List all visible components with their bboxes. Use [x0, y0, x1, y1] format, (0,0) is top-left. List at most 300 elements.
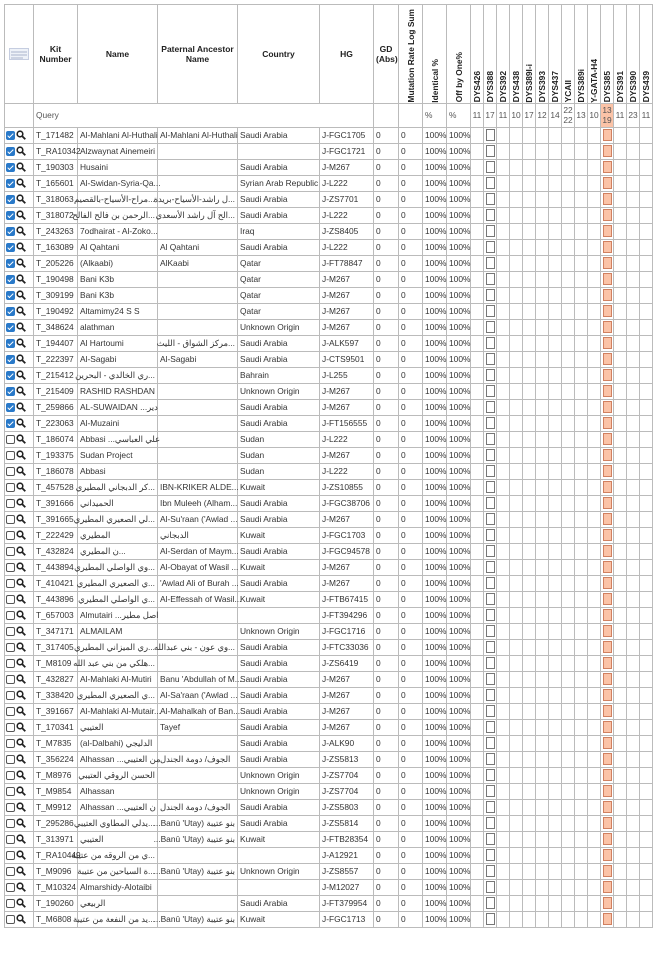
- header-marker[interactable]: DYS392: [497, 5, 510, 104]
- search-icon[interactable]: [16, 610, 26, 620]
- match-name: ...ي الواصلي المطيري: [78, 591, 158, 607]
- kit-number[interactable]: T_163089: [34, 239, 78, 255]
- kit-number[interactable]: T_M9912: [34, 799, 78, 815]
- marker-cell: [484, 575, 497, 591]
- header-marker[interactable]: DYS439: [640, 5, 653, 104]
- marker-cell: [471, 527, 484, 543]
- marker-cell: [601, 671, 614, 687]
- search-icon[interactable]: [16, 882, 26, 892]
- search-icon[interactable]: [16, 706, 26, 716]
- kit-number[interactable]: T_171482: [34, 127, 78, 143]
- row-select-checkbox[interactable]: [6, 867, 15, 876]
- search-icon[interactable]: [16, 386, 26, 396]
- match-name: ...ي الصعيري المطيري: [78, 687, 158, 703]
- search-icon[interactable]: [16, 258, 26, 268]
- kit-number[interactable]: T_223063: [34, 415, 78, 431]
- search-icon[interactable]: [16, 594, 26, 604]
- row-select-checkbox[interactable]: [6, 787, 15, 796]
- kit-number[interactable]: T_M9854: [34, 783, 78, 799]
- kit-number[interactable]: T_M8109: [34, 655, 78, 671]
- table-row[interactable]: [5, 559, 653, 575]
- table-row[interactable]: [5, 783, 653, 799]
- marker-cell: [510, 255, 523, 271]
- identical-percent: 100%: [423, 607, 447, 623]
- table-row[interactable]: [5, 383, 653, 399]
- search-icon[interactable]: [16, 722, 26, 732]
- marker-cell: [549, 431, 562, 447]
- row-select-checkbox[interactable]: [6, 707, 15, 716]
- table-row[interactable]: [5, 799, 653, 815]
- header-marker[interactable]: YCAII: [562, 5, 575, 104]
- header-marker[interactable]: DYS426: [471, 5, 484, 104]
- kit-number[interactable]: T_309199: [34, 287, 78, 303]
- marker-match-box: [603, 337, 612, 349]
- search-icon[interactable]: [16, 898, 26, 908]
- kit-number[interactable]: T_295286: [34, 815, 78, 831]
- row-select-checkbox[interactable]: [6, 435, 15, 444]
- table-row[interactable]: [5, 719, 653, 735]
- row-select-checkbox[interactable]: [6, 147, 15, 156]
- kit-number[interactable]: T_338420: [34, 687, 78, 703]
- kit-number[interactable]: T_222397: [34, 351, 78, 367]
- row-select-checkbox[interactable]: [6, 819, 15, 828]
- search-icon[interactable]: [16, 562, 26, 572]
- match-name: Alhassan: [78, 783, 158, 799]
- match-name: ...يد من النفعة من عتيبة: [78, 911, 158, 927]
- row-select-checkbox[interactable]: [6, 883, 15, 892]
- row-select-checkbox[interactable]: [6, 131, 15, 140]
- header-mutation-rate[interactable]: Mutation Rate Log Sum: [399, 5, 423, 104]
- kit-number[interactable]: T_RA10342: [34, 143, 78, 159]
- header-gd[interactable]: GD (Abs): [374, 5, 399, 104]
- table-row[interactable]: [5, 399, 653, 415]
- row-select-checkbox[interactable]: [6, 291, 15, 300]
- identical-percent: 100%: [423, 559, 447, 575]
- match-name: ...لي الصعيري المطيري: [78, 511, 158, 527]
- row-select-checkbox[interactable]: [6, 835, 15, 844]
- header-marker[interactable]: DYS393: [536, 5, 549, 104]
- match-name: Abbasi ...علي العباسي: [78, 431, 158, 447]
- marker-cell: [640, 799, 653, 815]
- header-marker[interactable]: DYS437: [549, 5, 562, 104]
- kit-number[interactable]: T_443896: [34, 591, 78, 607]
- marker-cell: [640, 559, 653, 575]
- row-select-checkbox[interactable]: [6, 659, 15, 668]
- kit-number[interactable]: T_222429: [34, 527, 78, 543]
- marker-cell: [523, 447, 536, 463]
- table-row[interactable]: [5, 479, 653, 495]
- table-row[interactable]: [5, 143, 653, 159]
- marker-cell: [484, 543, 497, 559]
- marker-cell: [575, 703, 588, 719]
- marker-cell: [601, 351, 614, 367]
- search-icon[interactable]: [16, 850, 26, 860]
- kit-number[interactable]: T_194407: [34, 335, 78, 351]
- kit-number[interactable]: T_391665: [34, 511, 78, 527]
- search-icon[interactable]: [16, 354, 26, 364]
- paternal-ancestor: [158, 767, 238, 783]
- marker-match-box: [486, 769, 495, 781]
- marker-cell: [601, 495, 614, 511]
- search-icon[interactable]: [16, 546, 26, 556]
- table-row[interactable]: [5, 447, 653, 463]
- haplogroup: J-M267: [320, 703, 374, 719]
- table-row[interactable]: [5, 735, 653, 751]
- search-icon[interactable]: [16, 290, 26, 300]
- search-icon[interactable]: [16, 530, 26, 540]
- search-icon[interactable]: [16, 178, 26, 188]
- row-select-checkbox[interactable]: [6, 323, 15, 332]
- marker-cell: [497, 607, 510, 623]
- table-row[interactable]: [5, 607, 653, 623]
- table-row[interactable]: [5, 287, 653, 303]
- table-row[interactable]: [5, 463, 653, 479]
- header-marker[interactable]: DYS389i: [575, 5, 588, 104]
- header-paternal-ancestor[interactable]: Paternal Ancestor Name: [158, 5, 238, 104]
- search-icon[interactable]: [16, 466, 26, 476]
- table-row[interactable]: [5, 767, 653, 783]
- search-icon[interactable]: [16, 162, 26, 172]
- marker-match-box: [486, 897, 495, 909]
- marker-cell: [575, 191, 588, 207]
- kit-number[interactable]: T_RA10449: [34, 847, 78, 863]
- table-row[interactable]: [5, 911, 653, 927]
- table-row[interactable]: [5, 639, 653, 655]
- row-select-checkbox[interactable]: [6, 403, 15, 412]
- marker-cell: [536, 543, 549, 559]
- kit-number[interactable]: T_348624: [34, 319, 78, 335]
- marker-cell: [562, 767, 575, 783]
- mutation-rate: 0: [399, 671, 423, 687]
- marker-match-box: [486, 305, 495, 317]
- paternal-ancestor: بنو عتيبة (Banū 'Utay...: [158, 815, 238, 831]
- search-icon[interactable]: [16, 658, 26, 668]
- kit-number[interactable]: T_165601: [34, 175, 78, 191]
- kit-number[interactable]: T_457528: [34, 479, 78, 495]
- search-icon[interactable]: [16, 130, 26, 140]
- table-row[interactable]: [5, 511, 653, 527]
- marker-cell: [471, 223, 484, 239]
- row-select-checkbox[interactable]: [6, 643, 15, 652]
- search-icon[interactable]: [16, 418, 26, 428]
- kit-number[interactable]: T_410421: [34, 575, 78, 591]
- search-icon[interactable]: [16, 514, 26, 524]
- marker-match-box: [486, 625, 495, 637]
- search-icon[interactable]: [16, 914, 26, 924]
- row-select-checkbox[interactable]: [6, 499, 15, 508]
- search-icon[interactable]: [16, 450, 26, 460]
- row-select-checkbox[interactable]: [6, 387, 15, 396]
- kit-number[interactable]: T_657003: [34, 607, 78, 623]
- kit-number[interactable]: T_215412: [34, 367, 78, 383]
- kit-number[interactable]: T_347171: [34, 623, 78, 639]
- marker-cell: [523, 287, 536, 303]
- header-off-by-one[interactable]: Off by One%: [447, 5, 471, 104]
- search-icon[interactable]: [16, 690, 26, 700]
- header-hg[interactable]: HG: [320, 5, 374, 104]
- search-icon[interactable]: [16, 674, 26, 684]
- country: Syrian Arab Republic: [238, 175, 320, 191]
- kit-number[interactable]: T_318063: [34, 191, 78, 207]
- header-name[interactable]: Name: [78, 5, 158, 104]
- search-icon[interactable]: [16, 818, 26, 828]
- table-row[interactable]: [5, 655, 653, 671]
- header-marker[interactable]: DYS391: [614, 5, 627, 104]
- row-select-checkbox[interactable]: [6, 467, 15, 476]
- search-icon[interactable]: [16, 274, 26, 284]
- marker-cell: [471, 271, 484, 287]
- table-row[interactable]: [5, 223, 653, 239]
- off-by-one-percent: 100%: [447, 287, 471, 303]
- row-actions: [5, 159, 34, 175]
- mutation-rate: 0: [399, 367, 423, 383]
- table-row[interactable]: [5, 815, 653, 831]
- row-select-checkbox[interactable]: [6, 755, 15, 764]
- off-by-one-percent: 100%: [447, 623, 471, 639]
- marker-cell: [510, 655, 523, 671]
- row-select-checkbox[interactable]: [6, 739, 15, 748]
- table-row[interactable]: [5, 575, 653, 591]
- row-select-checkbox[interactable]: [6, 515, 15, 524]
- row-select-checkbox[interactable]: [6, 355, 15, 364]
- header-marker[interactable]: Y-GATA-H4: [588, 5, 601, 104]
- search-icon[interactable]: [16, 242, 26, 252]
- kit-number[interactable]: T_186078: [34, 463, 78, 479]
- header-marker[interactable]: DYS388: [484, 5, 497, 104]
- row-select-checkbox[interactable]: [6, 227, 15, 236]
- row-select-checkbox[interactable]: [6, 531, 15, 540]
- search-icon[interactable]: [16, 738, 26, 748]
- table-row[interactable]: [5, 671, 653, 687]
- row-select-checkbox[interactable]: [6, 451, 15, 460]
- marker-cell: [588, 895, 601, 911]
- kit-number[interactable]: T_190498: [34, 271, 78, 287]
- marker-match-box: [486, 801, 495, 813]
- search-icon[interactable]: [16, 498, 26, 508]
- kit-number[interactable]: T_432827: [34, 671, 78, 687]
- kit-number[interactable]: T_M7835: [34, 735, 78, 751]
- kit-number[interactable]: T_443894: [34, 559, 78, 575]
- search-icon[interactable]: [16, 322, 26, 332]
- row-select-checkbox[interactable]: [6, 163, 15, 172]
- search-icon[interactable]: [16, 210, 26, 220]
- marker-cell: [588, 127, 601, 143]
- table-row[interactable]: [5, 255, 653, 271]
- row-select-checkbox[interactable]: [6, 259, 15, 268]
- search-icon[interactable]: [16, 802, 26, 812]
- kit-number[interactable]: T_190260: [34, 895, 78, 911]
- header-marker[interactable]: DYS385: [601, 5, 614, 104]
- kit-number[interactable]: T_170341: [34, 719, 78, 735]
- row-select-checkbox[interactable]: [6, 915, 15, 924]
- table-row[interactable]: [5, 191, 653, 207]
- table-row[interactable]: [5, 239, 653, 255]
- row-select-checkbox[interactable]: [6, 851, 15, 860]
- search-icon[interactable]: [16, 306, 26, 316]
- table-row[interactable]: [5, 495, 653, 511]
- kit-number[interactable]: T_391666: [34, 495, 78, 511]
- off-by-one-percent: 100%: [447, 815, 471, 831]
- table-row[interactable]: [5, 335, 653, 351]
- marker-cell: [601, 447, 614, 463]
- identical-percent: 100%: [423, 463, 447, 479]
- kit-number[interactable]: T_432824: [34, 543, 78, 559]
- table-row[interactable]: [5, 415, 653, 431]
- marker-cell: [627, 911, 640, 927]
- mutation-rate: 0: [399, 639, 423, 655]
- row-actions: [5, 399, 34, 415]
- header-marker[interactable]: DYS389I-i: [523, 5, 536, 104]
- header-marker[interactable]: DYS438: [510, 5, 523, 104]
- row-select-checkbox[interactable]: [6, 339, 15, 348]
- kit-number[interactable]: T_243263: [34, 223, 78, 239]
- table-row[interactable]: [5, 847, 653, 863]
- marker-cell: [640, 495, 653, 511]
- marker-cell: [471, 703, 484, 719]
- table-row[interactable]: [5, 751, 653, 767]
- query-marker-value: 10: [588, 103, 601, 127]
- search-icon[interactable]: [16, 770, 26, 780]
- search-icon[interactable]: [16, 834, 26, 844]
- table-row[interactable]: [5, 431, 653, 447]
- search-icon[interactable]: [16, 194, 26, 204]
- marker-match-box: [486, 913, 495, 925]
- marker-cell: [614, 191, 627, 207]
- table-row[interactable]: [5, 831, 653, 847]
- mutation-rate: 0: [399, 479, 423, 495]
- kit-number[interactable]: T_318072: [34, 207, 78, 223]
- row-select-checkbox[interactable]: [6, 675, 15, 684]
- table-row[interactable]: [5, 319, 653, 335]
- header-identical[interactable]: Identical %: [423, 5, 447, 104]
- search-icon[interactable]: [16, 482, 26, 492]
- search-icon[interactable]: [16, 146, 26, 156]
- row-select-checkbox[interactable]: [6, 307, 15, 316]
- kit-number[interactable]: T_M6808: [34, 911, 78, 927]
- row-select-checkbox[interactable]: [6, 595, 15, 604]
- table-row[interactable]: [5, 127, 653, 143]
- row-select-checkbox[interactable]: [6, 179, 15, 188]
- table-row[interactable]: [5, 175, 653, 191]
- marker-cell: [601, 127, 614, 143]
- row-select-checkbox[interactable]: [6, 723, 15, 732]
- row-select-checkbox[interactable]: [6, 483, 15, 492]
- row-select-checkbox[interactable]: [6, 419, 15, 428]
- search-icon[interactable]: [16, 578, 26, 588]
- row-select-checkbox[interactable]: [6, 243, 15, 252]
- kit-number[interactable]: T_313971: [34, 831, 78, 847]
- kit-number[interactable]: T_M10324: [34, 879, 78, 895]
- search-icon[interactable]: [16, 338, 26, 348]
- identical-percent: 100%: [423, 239, 447, 255]
- marker-cell: [640, 895, 653, 911]
- kit-number[interactable]: T_186074: [34, 431, 78, 447]
- marker-cell: [536, 399, 549, 415]
- table-row[interactable]: [5, 271, 653, 287]
- row-select-checkbox[interactable]: [6, 691, 15, 700]
- haplogroup: J-ZS7704: [320, 767, 374, 783]
- row-select-checkbox[interactable]: [6, 899, 15, 908]
- row-select-checkbox[interactable]: [6, 547, 15, 556]
- table-row[interactable]: [5, 591, 653, 607]
- search-icon[interactable]: [16, 370, 26, 380]
- kit-number[interactable]: T_190492: [34, 303, 78, 319]
- table-row[interactable]: [5, 543, 653, 559]
- marker-cell: [588, 719, 601, 735]
- table-row[interactable]: [5, 351, 653, 367]
- table-row[interactable]: [5, 687, 653, 703]
- row-select-checkbox[interactable]: [6, 563, 15, 572]
- table-row[interactable]: [5, 527, 653, 543]
- mutation-rate: 0: [399, 415, 423, 431]
- search-icon[interactable]: [16, 434, 26, 444]
- kit-number[interactable]: T_M8976: [34, 767, 78, 783]
- marker-match-box: [486, 193, 495, 205]
- kit-number[interactable]: T_193375: [34, 447, 78, 463]
- match-name: Al-Mahlaki Al-Mutiri: [78, 671, 158, 687]
- search-icon[interactable]: [16, 626, 26, 636]
- search-icon[interactable]: [16, 226, 26, 236]
- row-actions: [5, 207, 34, 223]
- header-country[interactable]: Country: [238, 5, 320, 104]
- table-row[interactable]: [5, 303, 653, 319]
- table-row[interactable]: [5, 367, 653, 383]
- search-icon[interactable]: [16, 642, 26, 652]
- kit-number[interactable]: T_215409: [34, 383, 78, 399]
- row-select-checkbox[interactable]: [6, 275, 15, 284]
- search-icon[interactable]: [16, 866, 26, 876]
- kit-number[interactable]: T_190303: [34, 159, 78, 175]
- row-select-checkbox[interactable]: [6, 627, 15, 636]
- table-row[interactable]: [5, 703, 653, 719]
- marker-cell: [601, 319, 614, 335]
- kit-number[interactable]: T_391667: [34, 703, 78, 719]
- table-row[interactable]: [5, 207, 653, 223]
- marker-cell: [484, 191, 497, 207]
- table-row[interactable]: [5, 895, 653, 911]
- kit-number[interactable]: T_M9096: [34, 863, 78, 879]
- kit-number[interactable]: T_317405: [34, 639, 78, 655]
- marker-cell: [588, 351, 601, 367]
- kit-number[interactable]: T_205226: [34, 255, 78, 271]
- marker-cell: [575, 287, 588, 303]
- kit-number[interactable]: T_356224: [34, 751, 78, 767]
- row-select-checkbox[interactable]: [6, 211, 15, 220]
- search-icon[interactable]: [16, 786, 26, 796]
- genetic-distance: 0: [374, 415, 399, 431]
- row-select-checkbox[interactable]: [6, 195, 15, 204]
- row-select-checkbox[interactable]: [6, 371, 15, 380]
- row-select-checkbox[interactable]: [6, 803, 15, 812]
- row-select-checkbox[interactable]: [6, 771, 15, 780]
- search-icon[interactable]: [16, 402, 26, 412]
- row-select-checkbox[interactable]: [6, 579, 15, 588]
- marker-cell: [510, 735, 523, 751]
- table-row[interactable]: [5, 863, 653, 879]
- haplogroup: J-FTC33036: [320, 639, 374, 655]
- off-by-one-percent: 100%: [447, 799, 471, 815]
- table-row[interactable]: [5, 879, 653, 895]
- search-icon[interactable]: [16, 754, 26, 764]
- marker-cell: [627, 607, 640, 623]
- kit-number[interactable]: T_259866: [34, 399, 78, 415]
- row-select-checkbox[interactable]: [6, 611, 15, 620]
- table-row[interactable]: [5, 623, 653, 639]
- header-marker[interactable]: DYS390: [627, 5, 640, 104]
- table-row[interactable]: [5, 159, 653, 175]
- haplogroup: J-ZS5814: [320, 815, 374, 831]
- header-kit-number[interactable]: Kit Number: [34, 5, 78, 104]
